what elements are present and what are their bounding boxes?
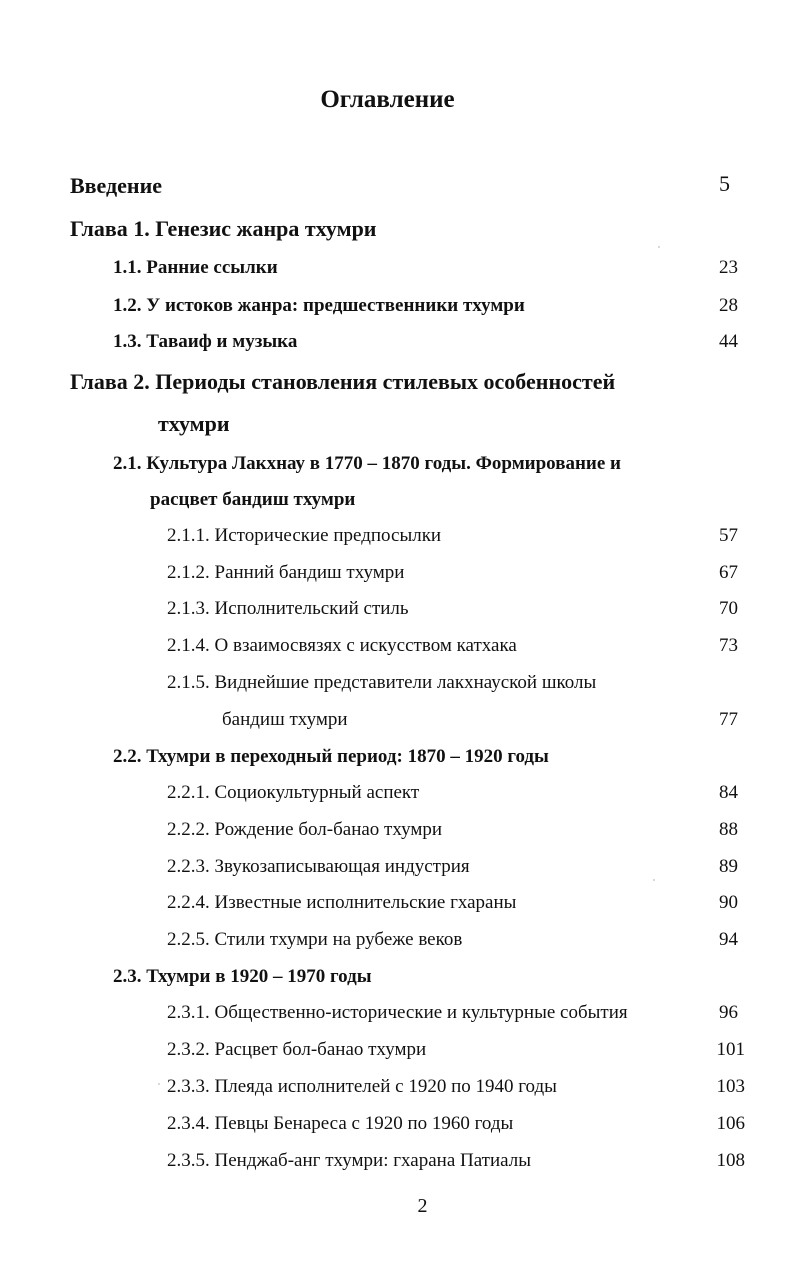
toc-page-2-2-5: 94 [719,929,738,950]
toc-page-2-2-4: 90 [719,892,738,913]
toc-chapter-2: Глава 2. Периоды становления стилевых особенностей [70,369,616,394]
toc-page-2-3-3: 103 [716,1076,745,1097]
toc-subsection-2-3-5: 2.3.5. Пенджаб-анг тхумри: гхарана Патиалы [167,1150,531,1171]
toc-entry-intro: Введение [70,173,163,198]
toc-subsection-2-1-4: 2.1.4. О взаимосвязях с искусством катхака [167,635,517,656]
toc-subsection-2-2-1: 2.2.1. Социокультурный аспект [167,782,420,803]
scan-speck [653,879,655,881]
page-title: Оглавление [320,86,455,113]
toc-section-1-1: 1.1. Ранние ссылки [113,257,278,278]
toc-page-2-1-2: 67 [719,562,738,583]
toc-subsection-2-1-5-line2: бандиш тхумри [222,709,348,730]
toc-section-1-2: 1.2. У истоков жанра: предшественники тхумри [113,295,525,316]
toc-page-1-2: 28 [719,295,738,316]
toc-subsection-2-1-5: 2.1.5. Виднейшие представители лакхнауской школы [167,672,597,693]
toc-subsection-2-2-3: 2.2.3. Звукозаписывающая индустрия [167,856,470,877]
toc-section-2-3: 2.3. Тхумри в 1920 – 1970 годы [113,966,372,987]
toc-section-2-1: 2.1. Культура Лакхнау в 1770 – 1870 годы. Формирование и [113,453,621,474]
toc-subsection-2-3-4: 2.3.4. Певцы Бенареса с 1920 по 1960 годы [167,1113,514,1134]
toc-page-1-3: 44 [719,331,738,352]
toc-page-2-2-1: 84 [719,782,738,803]
toc-page-intro: 5 [719,171,730,196]
toc-page-2-3-1: 96 [719,1002,738,1023]
toc-subsection-2-2-2: 2.2.2. Рождение бол-банао тхумри [167,819,443,840]
page-number: 2 [417,1195,428,1217]
toc-subsection-2-3-1: 2.3.1. Общественно-исторические и культурные события [167,1002,628,1023]
toc-chapter-1: Глава 1. Генезис жанра тхумри [70,216,377,241]
toc-subsection-2-2-5: 2.2.5. Стили тхумри на рубеже веков [167,929,463,950]
toc-page-2-3-2: 101 [716,1039,745,1060]
toc-section-2-2: 2.2. Тхумри в переходный период: 1870 – 1920 годы [113,746,549,767]
toc-page-2-2-3: 89 [719,856,738,877]
toc-page-2-1-4: 73 [719,635,738,656]
toc-subsection-2-3-2: 2.3.2. Расцвет бол-банао тхумри [167,1039,427,1060]
toc-subsection-2-1-3: 2.1.3. Исполнительский стиль [167,598,409,619]
toc-page-2-3-5: 108 [716,1150,745,1171]
toc-subsection-2-3-3: 2.3.3. Плеяда исполнителей с 1920 по 1940 годы [167,1076,557,1097]
toc-page-2-3-4: 106 [716,1113,745,1134]
toc-page-2-1-5: 77 [719,709,738,730]
scan-speck [158,1083,160,1085]
toc-subsection-2-2-4: 2.2.4. Известные исполнительские гхараны [167,892,517,913]
toc-section-2-1-line2: расцвет бандиш тхумри [150,489,356,510]
toc-chapter-2-line2: тхумри [158,411,230,436]
toc-subsection-2-1-2: 2.1.2. Ранний бандиш тхумри [167,562,405,583]
toc-page-2-2-2: 88 [719,819,738,840]
scan-speck [658,246,660,248]
toc-subsection-2-1-1: 2.1.1. Исторические предпосылки [167,525,442,546]
toc-section-1-3: 1.3. Таваиф и музыка [113,331,298,352]
toc-page-1-1: 23 [719,257,738,278]
toc-page-2-1-3: 70 [719,598,738,619]
toc-page-2-1-1: 57 [719,525,738,546]
